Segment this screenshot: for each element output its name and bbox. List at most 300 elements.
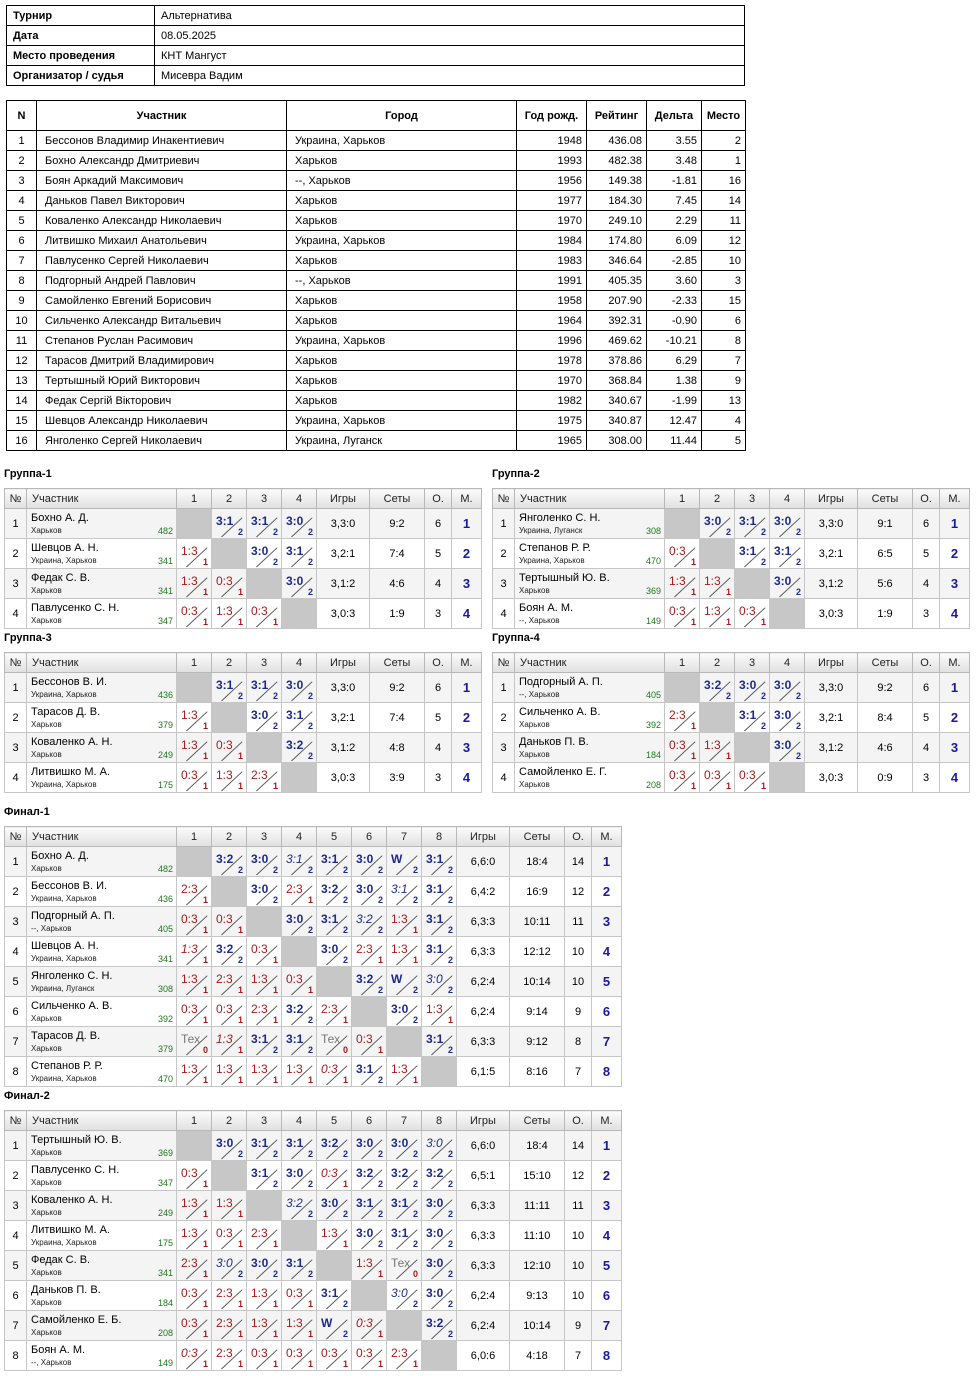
match-points: 1: [202, 1359, 208, 1369]
player-cell: [27, 847, 177, 877]
result-cell: [247, 1311, 282, 1341]
player-row: [5, 907, 622, 937]
result-cell: [352, 967, 387, 997]
sets-cell: 4:18: [510, 1341, 565, 1371]
result: [282, 997, 316, 1026]
points-cell: 6: [913, 509, 940, 539]
participant-cell: 8: [7, 271, 37, 291]
result: [317, 1161, 351, 1190]
player-cell: [27, 539, 177, 569]
result-cell: [282, 509, 317, 539]
player-city: Харьков: [31, 1328, 62, 1337]
place-cell: 2: [592, 1161, 622, 1191]
result: [177, 1341, 211, 1370]
result-cell: [317, 1191, 352, 1221]
result-cell: [387, 1341, 422, 1371]
match-points: 2: [447, 895, 453, 905]
participant-cell: 174.80: [587, 231, 647, 251]
match-score: 0:3: [669, 738, 686, 752]
match-points: 1: [725, 751, 731, 761]
match-points: 2: [237, 1149, 243, 1159]
sets-cell: 10:14: [510, 1311, 565, 1341]
header-player: Участник: [27, 1111, 177, 1131]
match-score: Тех: [181, 1032, 201, 1046]
result: [352, 967, 386, 996]
diagonal-cell: [212, 703, 247, 733]
result: [247, 997, 281, 1026]
result-cell: [700, 673, 735, 703]
result: [177, 1281, 211, 1310]
participant-row: [7, 351, 746, 371]
match-score: 0:3: [356, 1316, 373, 1330]
match-points: 1: [272, 1329, 278, 1339]
participant-cell: 1: [702, 151, 746, 171]
header-opponent: 2: [700, 653, 735, 673]
standings-table: [4, 652, 482, 793]
header-no: №: [5, 653, 27, 673]
result-cell: [177, 1027, 212, 1057]
match-score: 1:3: [251, 972, 268, 986]
participant-cell: 184.30: [587, 191, 647, 211]
participant-cell: 378.86: [587, 351, 647, 371]
header-opponent: 1: [665, 489, 700, 509]
match-points: 2: [237, 691, 243, 701]
result: [422, 1131, 456, 1160]
participant-cell: 436.08: [587, 131, 647, 151]
games-cell: 3,1:2: [317, 569, 370, 599]
match-points: 1: [342, 1179, 348, 1189]
header-player: Участник: [27, 489, 177, 509]
match-score: 1:3: [181, 1062, 198, 1076]
match-score: 3:2: [286, 1002, 304, 1016]
participant-cell: --, Харьков: [287, 171, 517, 191]
player-name: Степанов Р. Р.: [31, 1060, 103, 1072]
result: [177, 907, 211, 936]
participant-cell: 11: [702, 211, 746, 231]
result-cell: [422, 1251, 457, 1281]
player-rating: 482: [157, 526, 173, 536]
result-cell: [282, 539, 317, 569]
participant-cell: 10: [702, 251, 746, 271]
header-points: О.: [425, 653, 452, 673]
header-opponent: 4: [282, 489, 317, 509]
match-score: 0:3: [181, 1002, 198, 1016]
match-points: 1: [690, 721, 696, 731]
result-cell: [247, 1341, 282, 1371]
result: [212, 1191, 246, 1220]
match-score: 3:0: [704, 514, 722, 528]
player-row: [5, 1191, 622, 1221]
participant-cell: Харьков: [287, 371, 517, 391]
place-cell: 4: [452, 599, 482, 629]
header-points: О.: [565, 827, 592, 847]
participant-cell: 249.10: [587, 211, 647, 231]
result-cell: [212, 1221, 247, 1251]
match-score: 3:0: [286, 678, 304, 692]
match-points: 2: [307, 1149, 313, 1159]
result-cell: [735, 509, 770, 539]
result-cell: [387, 1281, 422, 1311]
games-cell: 6,4:2: [457, 877, 510, 907]
player-rating: 392: [645, 720, 661, 730]
match-score: 2:3: [216, 1316, 233, 1330]
match-score: 3:0: [426, 1136, 443, 1150]
match-points: 2: [377, 1149, 383, 1159]
result-cell: [422, 1161, 457, 1191]
player-city: Украина, Харьков: [31, 954, 97, 963]
player-number: 1: [5, 509, 27, 539]
result-cell: [177, 1341, 212, 1371]
games-cell: 3,0:3: [805, 599, 858, 629]
points-cell: 9: [565, 1311, 592, 1341]
player-cell: [27, 907, 177, 937]
games-cell: 6,3:3: [457, 1221, 510, 1251]
match-points: 1: [237, 1239, 243, 1249]
result: [735, 703, 769, 732]
header-row: [5, 827, 622, 847]
player-number: 6: [5, 1281, 27, 1311]
participant-cell: Тарасов Дмитрий Владимирович: [37, 351, 287, 371]
result: [282, 673, 316, 702]
participant-cell: 15: [7, 411, 37, 431]
participant-cell: 12: [7, 351, 37, 371]
match-points: 1: [272, 1299, 278, 1309]
result: [735, 509, 769, 538]
player-name: Коваленко А. Н.: [31, 736, 113, 748]
result-cell: [665, 569, 700, 599]
participant-cell: 15: [702, 291, 746, 311]
player-name: Павлусенко С. Н.: [31, 602, 120, 614]
player-number: 1: [5, 673, 27, 703]
match-score: 0:3: [181, 1166, 198, 1180]
match-score: 0:3: [286, 972, 303, 986]
result-cell: [700, 733, 735, 763]
match-score: 0:3: [251, 942, 268, 956]
player-city: Харьков: [31, 586, 62, 595]
participant-row: [7, 151, 746, 171]
participant-cell: 5: [702, 431, 746, 451]
player-city: Украина, Харьков: [31, 780, 97, 789]
result: [352, 907, 386, 936]
header-opponent: 5: [317, 827, 352, 847]
place-cell: 5: [592, 1251, 622, 1281]
match-score: 1:3: [181, 708, 198, 722]
place-cell: 2: [940, 703, 970, 733]
result: [422, 997, 456, 1026]
player-row: [5, 733, 482, 763]
player-rating: 379: [157, 720, 173, 730]
player-city: Украина, Луганск: [31, 984, 95, 993]
points-cell: 9: [565, 997, 592, 1027]
match-score: 3:2: [216, 852, 234, 866]
match-points: 1: [307, 1075, 313, 1085]
header-place: М.: [452, 653, 482, 673]
result: [770, 673, 804, 702]
tournament-info-table: [6, 5, 745, 86]
diagonal-cell: [422, 1057, 457, 1087]
match-score: 1:3: [181, 544, 198, 558]
result: [665, 763, 699, 792]
match-points: 2: [307, 1179, 313, 1189]
sets-cell: 7:4: [370, 703, 425, 733]
match-points: 2: [447, 865, 453, 875]
match-points: 1: [202, 781, 208, 791]
player-cell: [515, 509, 665, 539]
result: [177, 733, 211, 762]
diagonal-cell: [282, 937, 317, 967]
result: [735, 599, 769, 628]
info-label: Место проведения: [7, 46, 155, 66]
match-score: 3:0: [426, 1286, 444, 1300]
result-cell: [247, 1027, 282, 1057]
participant-cell: Павлусенко Сергей Николаевич: [37, 251, 287, 271]
match-score: 3:1: [356, 1196, 374, 1210]
match-score: 2:3: [181, 882, 198, 896]
match-points: 2: [412, 1149, 418, 1159]
participant-cell: 1975: [517, 411, 587, 431]
participant-row: [7, 271, 746, 291]
match-score: 3:0: [251, 544, 269, 558]
match-points: 1: [272, 617, 278, 627]
result: [247, 1027, 281, 1056]
player-number: 3: [5, 907, 27, 937]
result: [770, 509, 804, 538]
result: [212, 1221, 246, 1250]
result: [282, 733, 316, 762]
result-cell: [212, 907, 247, 937]
match-points: 1: [377, 1045, 383, 1055]
match-points: 2: [447, 955, 453, 965]
result: [212, 1251, 246, 1280]
player-city: Харьков: [31, 1014, 62, 1023]
games-cell: 6,3:3: [457, 937, 510, 967]
diagonal-cell: [665, 673, 700, 703]
result: [282, 539, 316, 568]
diagonal-cell: [352, 1281, 387, 1311]
result: [282, 1311, 316, 1340]
place-cell: 2: [452, 539, 482, 569]
result: [247, 877, 281, 906]
match-points: 2: [307, 721, 313, 731]
diagonal-cell: [665, 509, 700, 539]
standings-table: [492, 488, 970, 629]
result-cell: [665, 763, 700, 793]
match-points: 2: [342, 955, 348, 965]
player-cell: [515, 673, 665, 703]
match-score: 3:2: [286, 738, 304, 752]
match-score: 0:3: [216, 574, 233, 588]
group-title: Группа-3: [4, 632, 52, 644]
participant-cell: -10.21: [647, 331, 702, 351]
match-score: 3:2: [321, 1136, 339, 1150]
result-cell: [177, 733, 212, 763]
result-cell: [317, 937, 352, 967]
header-opponent: 1: [177, 1111, 212, 1131]
header-place: М.: [940, 489, 970, 509]
participant-cell: Тертышный Юрий Викторович: [37, 371, 287, 391]
participant-cell: 13: [7, 371, 37, 391]
match-points: 0: [342, 1045, 348, 1055]
games-cell: 6,2:4: [457, 967, 510, 997]
header-opponent: 4: [282, 653, 317, 673]
player-city: Украина, Харьков: [519, 556, 585, 565]
match-score: 3:1: [356, 1062, 374, 1076]
participant-cell: 3: [702, 271, 746, 291]
match-points: 1: [307, 1329, 313, 1339]
result-cell: [665, 539, 700, 569]
group-title: Группа-1: [4, 468, 52, 480]
player-row: [5, 1057, 622, 1087]
match-score: 3:1: [321, 1286, 339, 1300]
result-cell: [247, 1161, 282, 1191]
participant-cell: Бохно Александр Дмитриевич: [37, 151, 287, 171]
match-score: 3:2: [356, 1166, 374, 1180]
column-header: Рейтинг: [587, 101, 647, 131]
sets-cell: 0:9: [858, 763, 913, 793]
player-rating: 175: [157, 1238, 173, 1248]
player-cell: [27, 1191, 177, 1221]
participant-cell: 7: [702, 351, 746, 371]
match-score: 1:3: [181, 738, 198, 752]
player-cell: [27, 763, 177, 793]
result-cell: [282, 847, 317, 877]
match-score: 3:1: [251, 514, 269, 528]
match-score: 3:2: [426, 1166, 444, 1180]
player-row: [5, 967, 622, 997]
sets-cell: 12:12: [510, 937, 565, 967]
match-score: 3:1: [426, 912, 444, 926]
match-points: 1: [237, 985, 243, 995]
player-rating: 149: [645, 616, 661, 626]
result: [247, 1161, 281, 1190]
result: [177, 1057, 211, 1086]
player-name: Сильченко А. В.: [519, 706, 601, 718]
match-points: 2: [412, 865, 418, 875]
player-name: Янголенко С. Н.: [31, 970, 113, 982]
match-points: 2: [447, 1269, 453, 1279]
match-score: 3:2: [356, 972, 374, 986]
player-rating: 184: [157, 1298, 173, 1308]
player-number: 2: [5, 877, 27, 907]
match-points: 2: [447, 1329, 453, 1339]
match-points: 2: [237, 865, 243, 875]
header-sets: Сеты: [370, 489, 425, 509]
points-cell: 7: [565, 1057, 592, 1087]
result: [770, 539, 804, 568]
result-cell: [770, 703, 805, 733]
player-number: 4: [5, 599, 27, 629]
match-score: 3:0: [321, 1196, 339, 1210]
match-points: 1: [237, 1045, 243, 1055]
match-score: 1:3: [704, 738, 721, 752]
games-cell: 3,1:2: [805, 569, 858, 599]
player-cell: [515, 539, 665, 569]
participant-cell: Коваленко Александр Николаевич: [37, 211, 287, 231]
result-cell: [247, 763, 282, 793]
points-cell: 5: [913, 539, 940, 569]
player-number: 2: [5, 703, 27, 733]
result-cell: [422, 1281, 457, 1311]
participant-cell: 340.87: [587, 411, 647, 431]
match-score: 0:3: [356, 1346, 373, 1360]
participant-row: [7, 331, 746, 351]
player-name: Боян А. М.: [519, 602, 574, 614]
result-cell: [422, 1311, 457, 1341]
match-score: 3:0: [356, 882, 374, 896]
result: [177, 703, 211, 732]
participant-cell: 1970: [517, 211, 587, 231]
result-cell: [247, 997, 282, 1027]
player-city: Харьков: [31, 750, 62, 759]
result-cell: [422, 997, 457, 1027]
header-place: М.: [592, 827, 622, 847]
result: [177, 1161, 211, 1190]
games-cell: 3,0:3: [317, 599, 370, 629]
header-games: Игры: [457, 1111, 510, 1131]
result: [422, 847, 456, 876]
result-cell: [247, 509, 282, 539]
header-player: Участник: [27, 827, 177, 847]
match-score: 0:3: [669, 768, 686, 782]
result: [282, 703, 316, 732]
match-score: 3:0: [286, 574, 304, 588]
place-cell: 4: [940, 599, 970, 629]
participant-cell: 1964: [517, 311, 587, 331]
sets-cell: 9:2: [370, 673, 425, 703]
games-cell: 6,3:3: [457, 1251, 510, 1281]
info-value: Альтернатива: [155, 6, 745, 26]
participant-cell: 469.62: [587, 331, 647, 351]
result-cell: [387, 1221, 422, 1251]
player-name: Бохно А. Д.: [31, 512, 89, 524]
diagonal-cell: [735, 733, 770, 763]
result-cell: [352, 1251, 387, 1281]
match-points: 1: [412, 1075, 418, 1085]
player-rating: 308: [157, 984, 173, 994]
player-cell: [27, 1341, 177, 1371]
result: [665, 569, 699, 598]
sets-cell: 8:16: [510, 1057, 565, 1087]
participant-cell: 11: [7, 331, 37, 351]
result: [247, 1131, 281, 1160]
place-cell: 4: [592, 937, 622, 967]
participant-cell: 13: [702, 391, 746, 411]
place-cell: 3: [940, 733, 970, 763]
player-cell: [27, 1311, 177, 1341]
match-points: 1: [272, 1075, 278, 1085]
points-cell: 3: [425, 599, 452, 629]
match-score: Тех: [391, 1256, 411, 1270]
match-points: 1: [202, 1239, 208, 1249]
participant-cell: Даньков Павел Викторович: [37, 191, 287, 211]
result: [247, 1251, 281, 1280]
header-opponent: 3: [735, 653, 770, 673]
match-points: 2: [272, 895, 278, 905]
match-score: 0:3: [286, 1286, 303, 1300]
match-points: 1: [760, 617, 766, 627]
result: [177, 1251, 211, 1280]
result: [247, 539, 281, 568]
result-cell: [422, 1191, 457, 1221]
player-row: [5, 1281, 622, 1311]
result: [282, 1341, 316, 1370]
result-cell: [177, 1161, 212, 1191]
sets-cell: 1:9: [858, 599, 913, 629]
participant-row: [7, 431, 746, 451]
match-points: 2: [342, 895, 348, 905]
player-row: [493, 569, 970, 599]
player-cell: [27, 1027, 177, 1057]
